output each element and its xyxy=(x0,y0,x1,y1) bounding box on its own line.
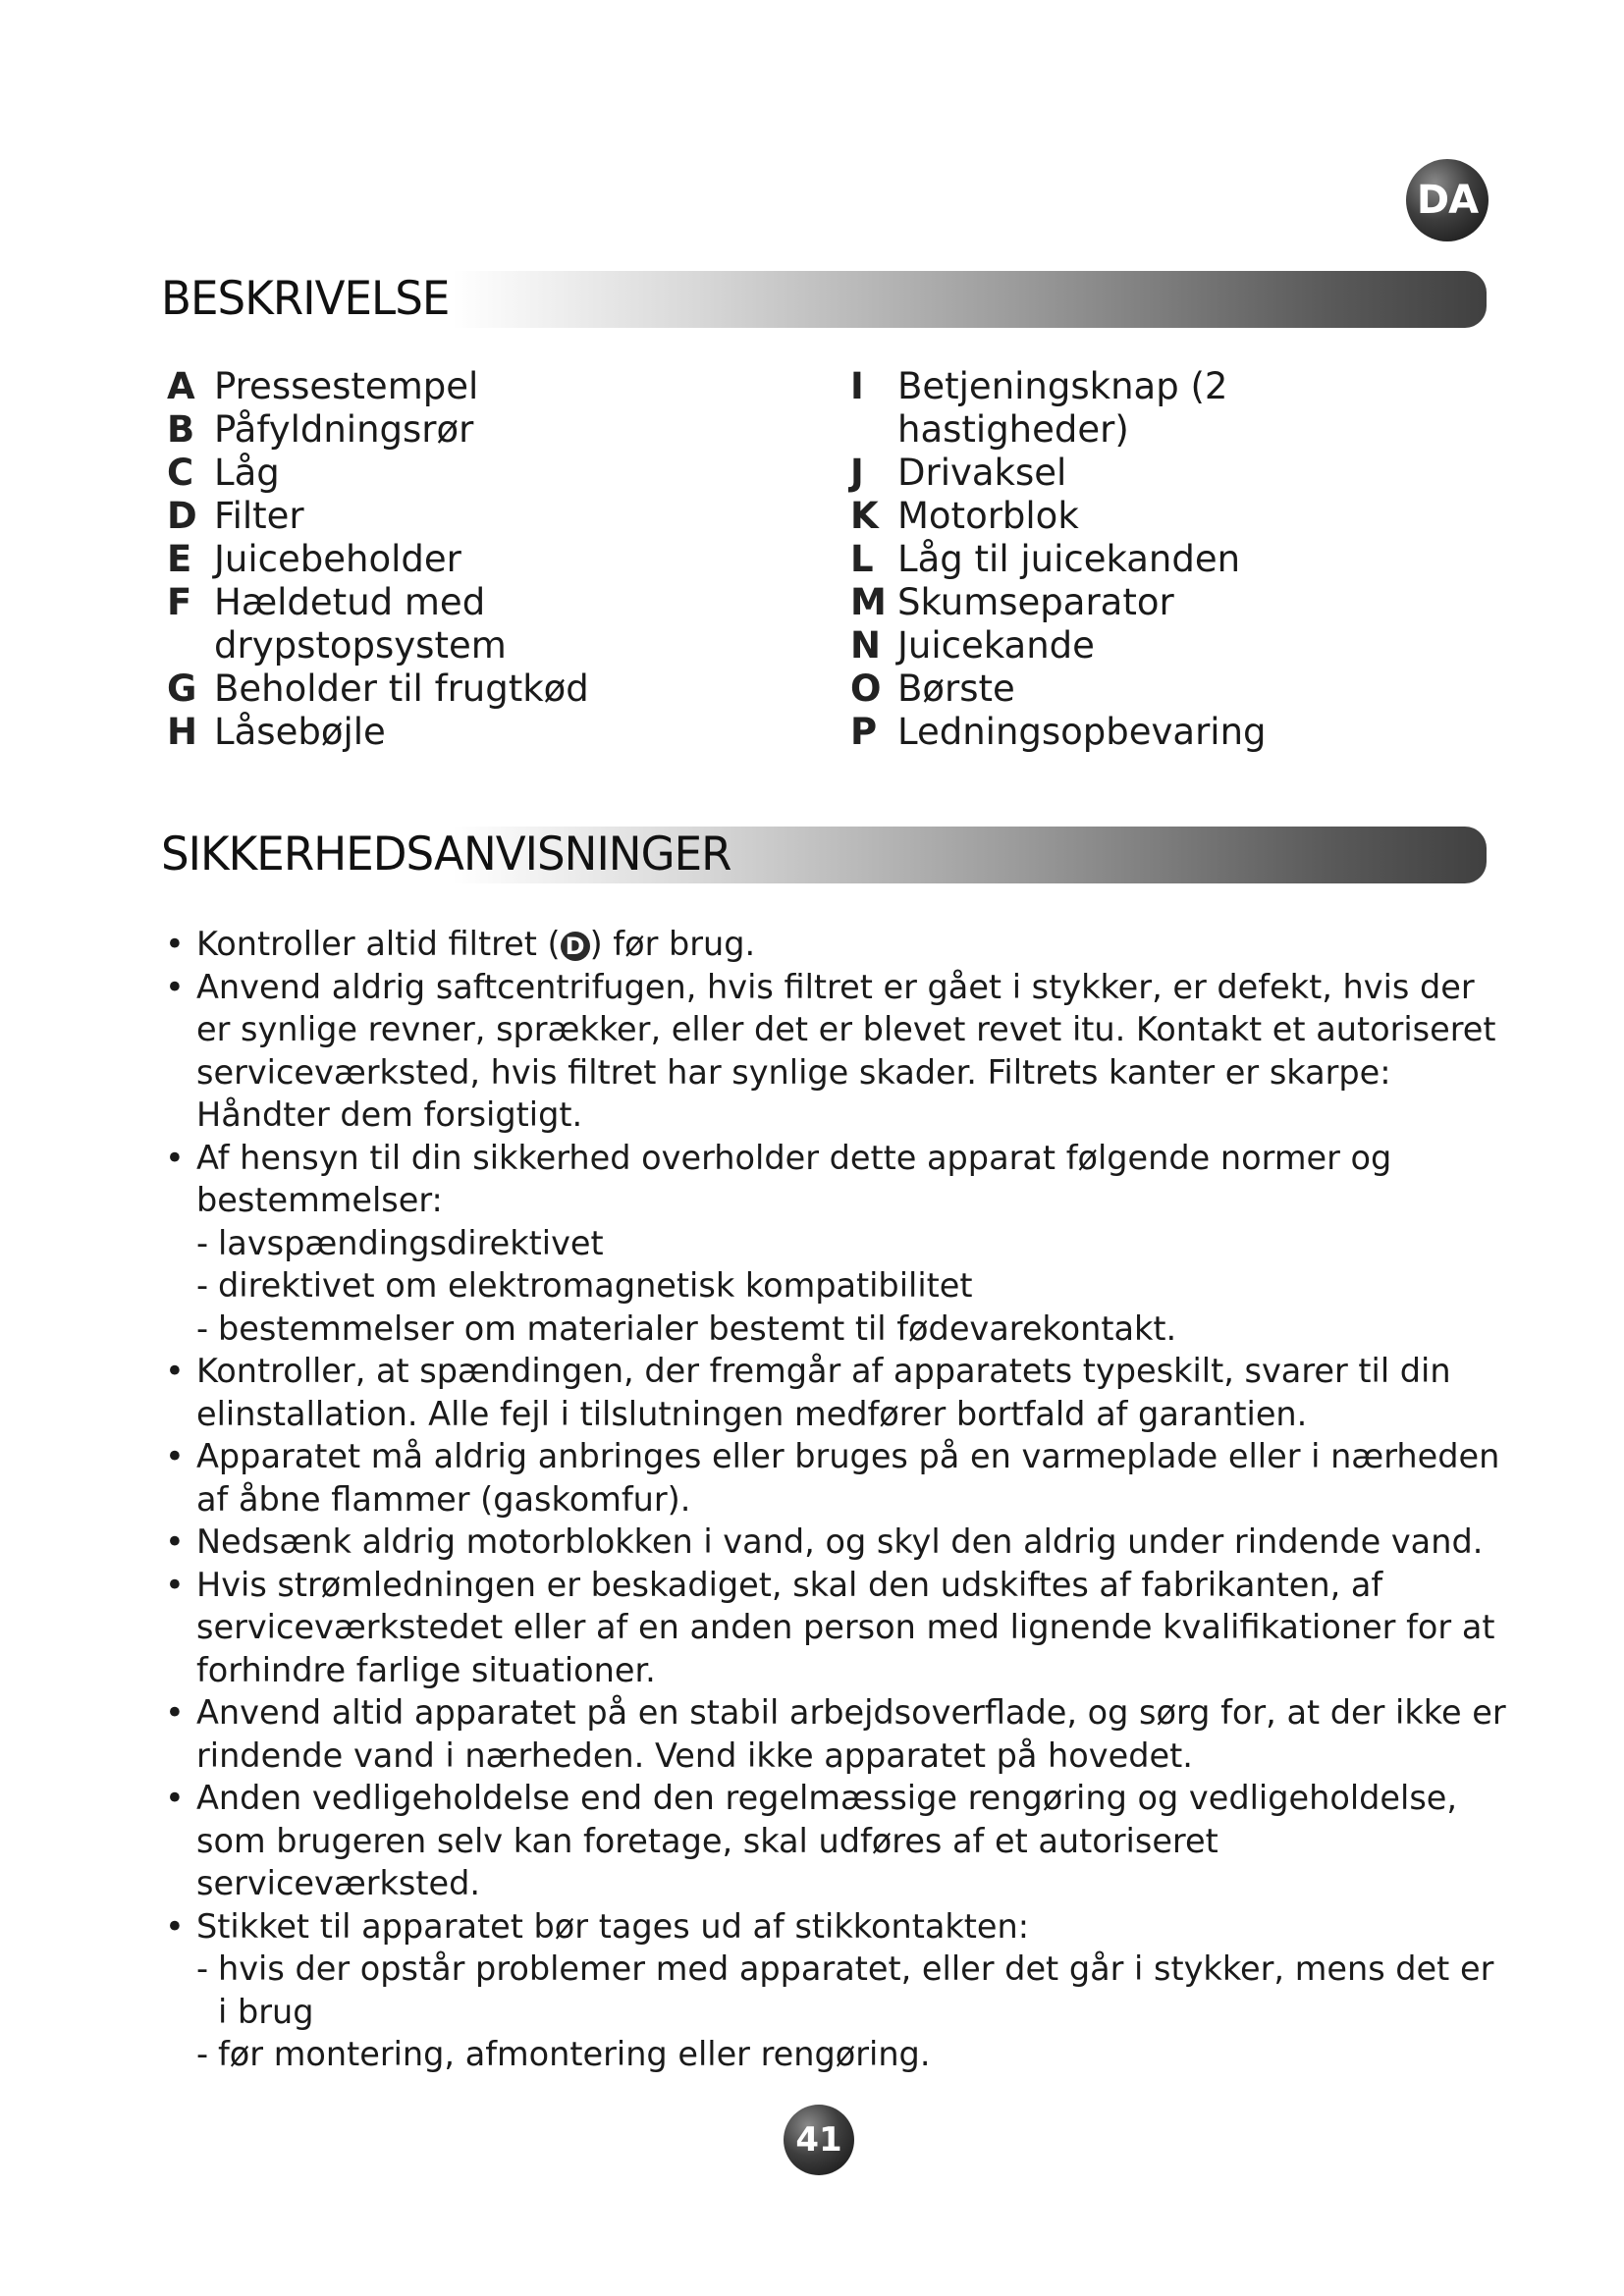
safety-subitem: - hvis der opstår problemer med apparatet, eller det går i stykker, mens det er i brug xyxy=(165,1948,1510,2033)
safety-item: • Anden vedligeholdelse end den regelmæssige rengøring og vedligeholdelse, som brugeren selv kan foretage, skal udføres af et autoriseret serviceværksted. xyxy=(165,1777,1510,1905)
safety-item: • Hvis strømledningen er beskadiget, skal den udskiftes af fabrikanten, af serviceværkstedet eller af en anden person med lignende kvalifikationer for at forhindre farlige situationer. xyxy=(165,1564,1510,1692)
part-d-badge: D xyxy=(561,932,590,961)
safety-subitem: - lavspændingsdirektivet xyxy=(165,1222,1510,1265)
safety-item: • Af hensyn til din sikkerhed overholder dette apparat følgende normer og bestemmelser: xyxy=(165,1137,1510,1222)
safety-item: • Nedsænk aldrig motorblokken i vand, og skyl den aldrig under rindende vand. xyxy=(165,1521,1510,1564)
language-badge: DA xyxy=(1406,159,1489,241)
safety-subitem: - direktivet om elektromagnetisk kompatibilitet xyxy=(165,1264,1510,1308)
safety-item: • Apparatet må aldrig anbringes eller bruges på en varmeplade eller i nærheden af åbne flammer (gaskomfur). xyxy=(165,1435,1510,1521)
section-bar-beskrivelse xyxy=(161,271,1487,328)
section-title: BESKRIVELSE xyxy=(161,272,450,326)
safety-list xyxy=(165,923,1510,2076)
page-number: 41 xyxy=(784,2105,854,2175)
safety-item: • Anvend altid apparatet på en stabil arbejdsoverflade, og sørg for, at der ikke er rindende vand i nærheden. Vend ikke apparatet på hovedet. xyxy=(165,1691,1510,1777)
safety-item: • Kontroller, at spændingen, der fremgår af apparatets typeskilt, svarer til din elinstallation. Alle fejl i tilslutningen medfører bortfald af garantien. xyxy=(165,1350,1510,1435)
safety-subitem: - før montering, afmontering eller rengøring. xyxy=(165,2033,1510,2076)
safety-item: • Stikket til apparatet bør tages ud af stikkontakten: xyxy=(165,1905,1510,1949)
safety-item: • Kontroller altid filtret ( D ) før brug. xyxy=(165,923,1510,966)
safety-subitem: - bestemmelser om materialer bestemt til fødevarekontakt. xyxy=(165,1308,1510,1351)
safety-item: • Anvend aldrig saftcentrifugen, hvis filtret er gået i stykker, er defekt, hvis der er synlige revner, sprækker, eller det er blevet revet itu. Kontakt et autoriseret serviceværksted, hvis filtret har synlige skader. Filtrets kanter er skarpe: Håndter dem forsigtigt. xyxy=(165,966,1510,1137)
section-title: SIKKERHEDSANVISNINGER xyxy=(161,828,731,881)
section-bar-sikkerhed xyxy=(161,827,1487,883)
